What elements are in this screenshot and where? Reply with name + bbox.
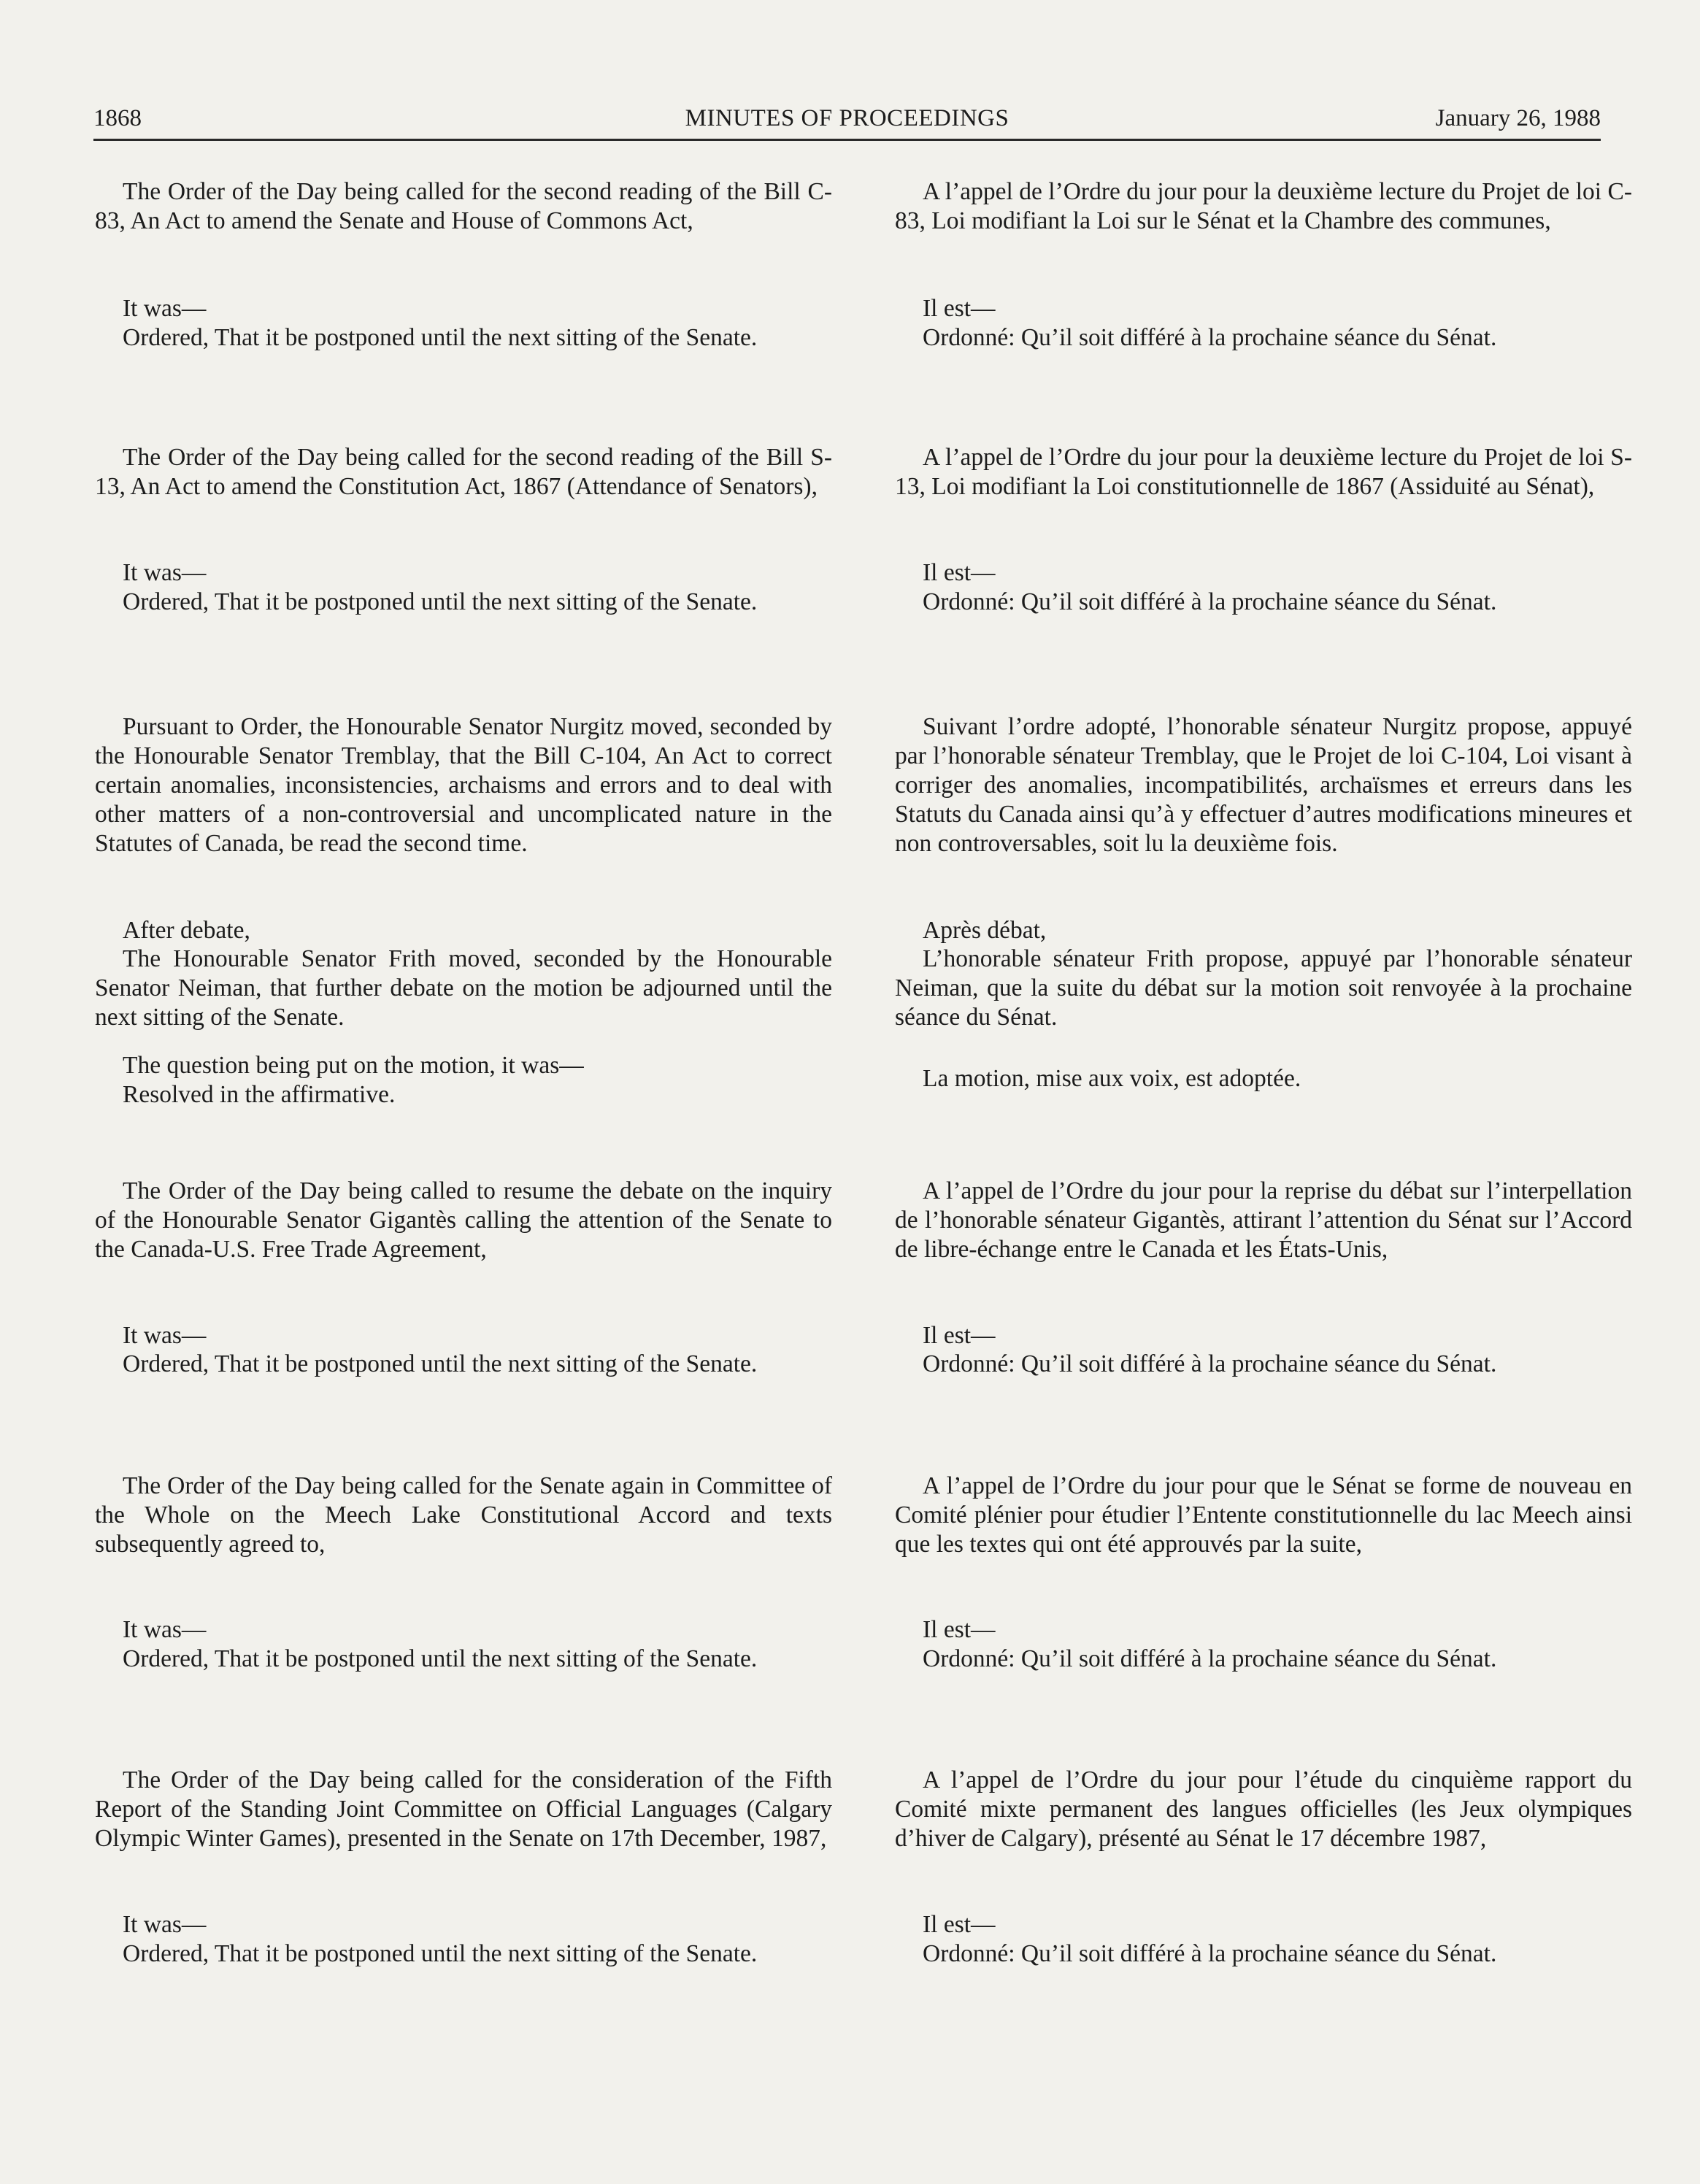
paragraph: Il est— <box>923 1616 996 1643</box>
paragraph: Ordered, That it be postponed until the next sitting of the Senate. <box>123 588 758 615</box>
paragraph: Après débat, <box>923 917 1047 944</box>
paragraph: Il est— <box>923 1322 996 1349</box>
paragraph: Ordonné: Qu’il soit différé à la prochaine séance du Sénat. <box>923 1350 1497 1377</box>
paragraph: Il est— <box>923 295 996 322</box>
running-header <box>93 102 1601 141</box>
paragraph: The Order of the Day being called for the second reading of the Bill C-83, An Act to amend the Senate and House of Commons Act, <box>95 178 832 234</box>
paragraph: A l’appel de l’Ordre du jour pour la deuxième lecture du Projet de loi C-83, Loi modifiant la Loi sur le Sénat et la Chambre des communes, <box>895 178 1632 234</box>
paragraph: It was— <box>123 1616 207 1643</box>
page-number: 1868 <box>93 105 142 131</box>
header-date: January 26, 1988 <box>1435 105 1601 131</box>
paragraph: Ordonné: Qu’il soit différé à la prochaine séance du Sénat. <box>923 1940 1497 1967</box>
paragraph: The Honourable Senator Frith moved, seconded by the Honourable Senator Neiman, that further debate on the motion be adjourned until the next sitting of the Senate. <box>95 945 832 1031</box>
paragraph: Il est— <box>923 559 996 586</box>
paragraph: Ordonné: Qu’il soit différé à la prochaine séance du Sénat. <box>923 324 1497 351</box>
paragraph: The question being put on the motion, it was— <box>123 1052 584 1079</box>
paragraph: After debate, <box>123 917 250 944</box>
paragraph: It was— <box>123 1911 207 1938</box>
paragraph: Pursuant to Order, the Honourable Senator Nurgitz moved, seconded by the Honourable Senator Tremblay, that the Bill C-104, An Act to correct certain anomalies, inconsistencies, archaisms and errors and to deal with other matters of a non-controversial and uncomplicated nature in the Statutes of Canada, be read the second time. <box>95 713 832 857</box>
paragraph: A l’appel de l’Ordre du jour pour la deuxième lecture du Projet de loi S-13, Loi modifiant la Loi constitutionnelle de 1867 (Assiduité au Sénat), <box>895 444 1632 500</box>
paragraph: A l’appel de l’Ordre du jour pour la reprise du débat sur l’interpellation de l’honorable sénateur Gigantès, attirant l’attention du Sénat sur l’Accord de libre-échange entre le Canada et les États-Unis, <box>895 1177 1632 1263</box>
paragraph: It was— <box>123 559 207 586</box>
paragraph: Resolved in the affirmative. <box>123 1081 396 1108</box>
paragraph: Ordered, That it be postponed until the next sitting of the Senate. <box>123 1940 758 1967</box>
paragraph: Ordonné: Qu’il soit différé à la prochaine séance du Sénat. <box>923 588 1497 615</box>
paragraph: Ordered, That it be postponed until the next sitting of the Senate. <box>123 1350 758 1377</box>
paragraph: La motion, mise aux voix, est adoptée. <box>923 1065 1301 1092</box>
paragraph: The Order of the Day being called for the consideration of the Fifth Report of the Standing Joint Committee on Official Languages (Calgary Olympic Winter Games), presented in the Senate on 17th December, 1987, <box>95 1766 832 1852</box>
paragraph: Ordered, That it be postponed until the next sitting of the Senate. <box>123 1645 758 1672</box>
paragraph: Ordered, That it be postponed until the next sitting of the Senate. <box>123 324 758 351</box>
paragraph: L’honorable sénateur Frith propose, appuyé par l’honorable sénateur Neiman, que la suite du débat sur la motion soit renvoyée à la prochaine séance du Sénat. <box>895 945 1632 1031</box>
page-title: MINUTES OF PROCEEDINGS <box>685 105 1009 131</box>
paragraph: Il est— <box>923 1911 996 1938</box>
paragraph: It was— <box>123 1322 207 1349</box>
paragraph: The Order of the Day being called for the Senate again in Committee of the Whole on the Meech Lake Constitutional Accord and texts subsequently agreed to, <box>95 1472 832 1558</box>
paragraph: A l’appel de l’Ordre du jour pour que le Sénat se forme de nouveau en Comité plénier pour étudier l’Entente constitutionnelle du lac Meech ainsi que les textes qui ont été approuvés par la suite, <box>895 1472 1632 1558</box>
paragraph: Suivant l’ordre adopté, l’honorable sénateur Nurgitz propose, appuyé par l’honorable sénateur Tremblay, que le Projet de loi C-104, Loi visant à corriger des anomalies, incompatibilités, archaïsmes et erreurs dans les Statuts du Canada ainsi qu’à y effectuer d’autres modifications mineures et non controversables, soit lu la deuxième fois. <box>895 713 1632 857</box>
paragraph: A l’appel de l’Ordre du jour pour l’étude du cinquième rapport du Comité mixte permanent des langues officielles (les Jeux olympiques d’hiver de Calgary), présenté au Sénat le 17 décembre 1987, <box>895 1766 1632 1852</box>
paragraph: The Order of the Day being called to resume the debate on the inquiry of the Honourable Senator Gigantès calling the attention of the Senate to the Canada-U.S. Free Trade Agreement, <box>95 1177 832 1263</box>
paragraph: Ordonné: Qu’il soit différé à la prochaine séance du Sénat. <box>923 1645 1497 1672</box>
paragraph: It was— <box>123 295 207 322</box>
paragraph: The Order of the Day being called for the second reading of the Bill S-13, An Act to amend the Constitution Act, 1867 (Attendance of Senators), <box>95 444 832 500</box>
